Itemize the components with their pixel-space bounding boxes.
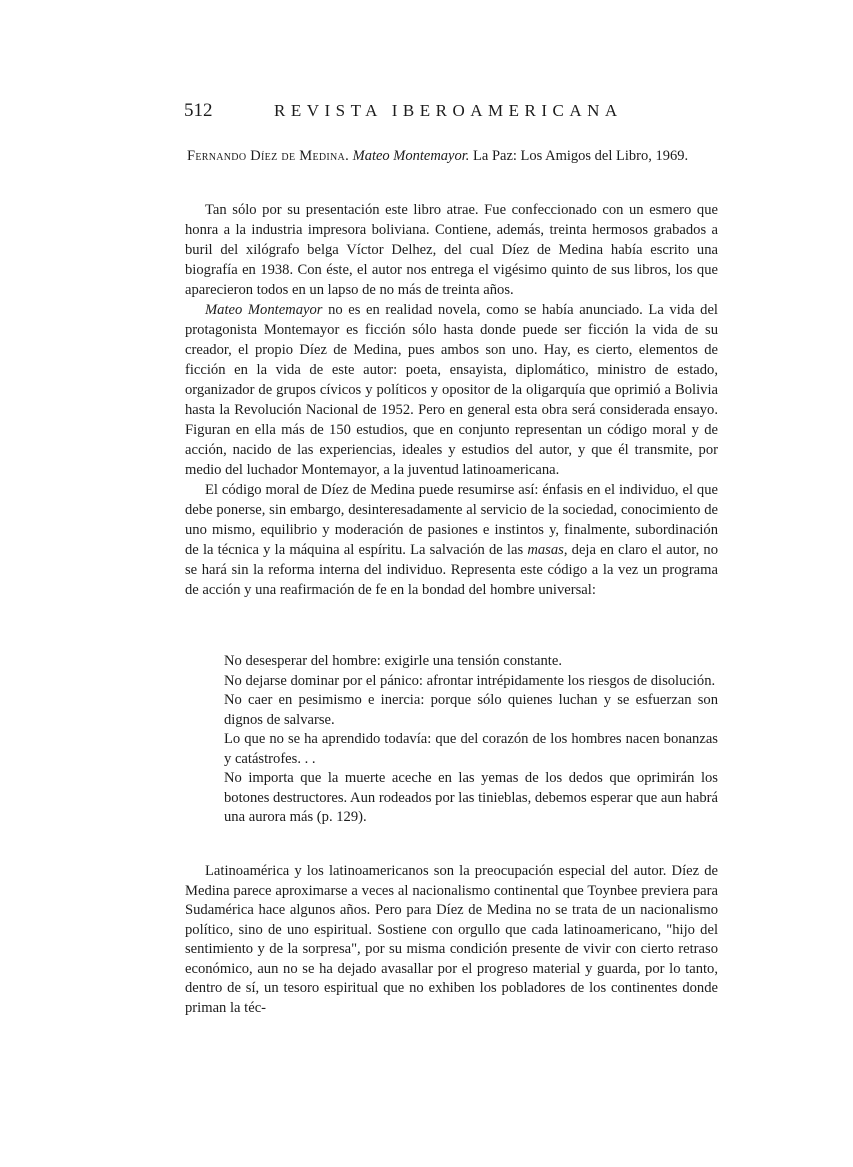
paragraph-1: Tan sólo por su presentación este libro atrae. Fue confeccionado con un esmero que honra a la industria impresora boliviana. Contiene, además, treinta hermosos grabados a buril del xilógrafo belga Víctor Delhez, del cual Díez de Medina había escrito una biografía en 1938. Con éste, el autor nos entrega el vigésimo quinto de sus libros, los que aparecieron todos en un lapso de no más de treinta años. xyxy=(185,202,718,298)
paragraph-2-text: no es en realidad novela, como se había anunciado. La vida del protagonista Montemayor es ficción sólo hasta donde puede ser ficción la vida de su creador, el propio Díez de Medina, pues ambos son uno. Hay, es cierto, elementos de ficción en la vida de este autor: poeta, ensayista, diplomático, ministro de estado, organizador de grupos cívicos y políticos y opositor de la oligarquía que oprimió a Bolivia hasta la Revolución Nacional de 1952. Pero en general esta obra será considerada ensayo. Figuran en ella más de 150 estudios, que en conjunto representan un código moral y de acción, nacido de las experiencias, ideales y estudios del autor, y que él transmite, por medio del luchador Montemayor, a la juventud latinoamericana. xyxy=(185,302,718,478)
paragraph-3 xyxy=(185,480,718,600)
list-item: No caer en pesimismo e inercia: porque sólo quienes luchan y se esfuerzan son dignos de salvarse. xyxy=(224,692,718,728)
citation-title: Mateo Montemayor. xyxy=(352,148,470,164)
book-citation xyxy=(187,146,741,166)
paragraph-2 xyxy=(185,300,718,480)
paragraph-3-text-a: El código moral de Díez de Medina puede resumirse así: énfasis en el individuo, el que debe ponerse, sin embargo, desinteresadamente al servicio de la sociedad, conocimiento de uno mismo, equilibrio y moderación de pasiones e instintos y, finalmente, subordinación de la técnica y la máquina al espíritu. La salvación de las xyxy=(185,482,718,558)
journal-title: REVISTA IBEROAMERICANA xyxy=(274,101,623,120)
list-item: No importa que la muerte aceche en las yemas de los dedos que oprimirán los botones destructores. Aun rodeados por las tinieblas, debemos esperar que aun habrá una aurora más (p. 129). xyxy=(224,770,719,825)
list-item: No dejarse dominar por el pánico: afrontar intrépidamente los riesgos de disolución. xyxy=(224,672,716,689)
closing-section xyxy=(185,862,718,1018)
citation-publication: La Paz: Los Amigos del Libro, 1969. xyxy=(473,148,689,164)
paragraph-4: Latinoamérica y los latinoamericanos son la preocupación especial del autor. Díez de Medina parece aproximarse a veces al nacionalismo continental que Toynbee previera para Sudamérica hace algunos años. Pero para Díez de Medina no se trata de un nacionalismo político, sino de uno espiritual. Sostiene con orgullo que cada latinoamericano, "hijo del sentimiento y de la sorpresa", por su misma condición presente de vivir con cierto retraso económico, aun no se ha dejado avasallar por el progreso material y guarda, por lo tanto, dentro de sí, un tesoro espiritual que no exhiben los pobladores de los continentes donde priman la téc- xyxy=(185,863,718,1016)
list-item: Lo que no se ha aprendido todavía: que del corazón de los hombres nacen bonanzas y catástrofes. . . xyxy=(224,731,718,767)
running-head xyxy=(184,100,644,130)
paragraph-3-text-b: , deja en claro el autor, no se hará sin la reforma interna del individuo. Representa este código a la vez un programa de acción y una reafirmación de fe en la bondad del hombre universal: xyxy=(185,542,718,598)
paragraph-2-title: Mateo Montemayor xyxy=(205,302,323,318)
quoted-list xyxy=(224,652,718,828)
list-item: No desesperar del hombre: exigirle una tensión constante. xyxy=(224,653,562,669)
paragraph-3-italic: masas xyxy=(527,542,564,558)
review-body xyxy=(185,200,718,600)
page-number: 512 xyxy=(184,100,213,121)
citation-author: Fernando Díez de Medina. xyxy=(187,148,349,164)
